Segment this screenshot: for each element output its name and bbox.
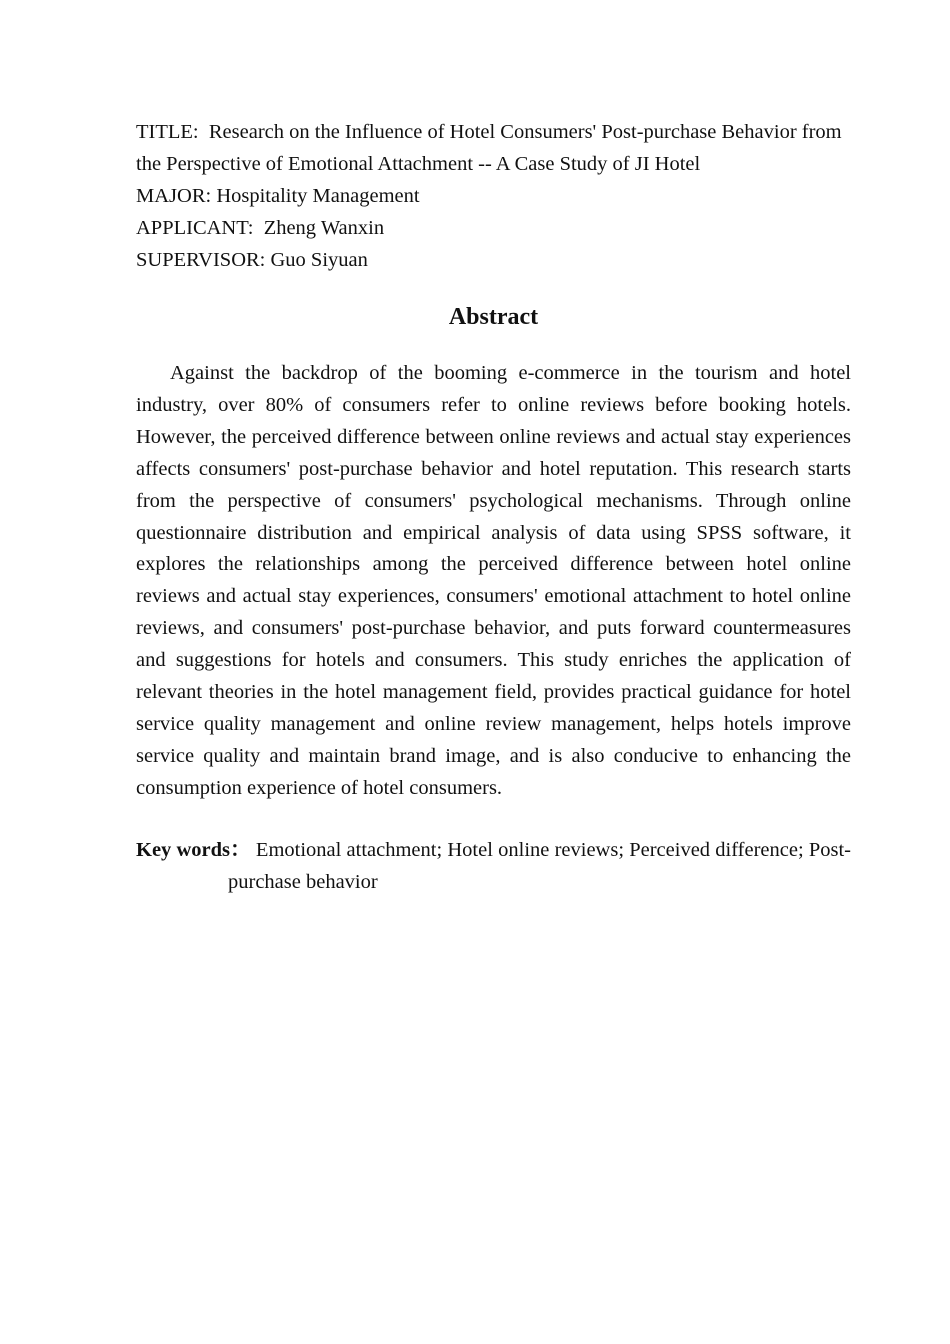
supervisor-label: SUPERVISOR:	[136, 249, 266, 271]
applicant-line	[136, 212, 851, 244]
supervisor-value: Guo Siyuan	[270, 249, 368, 271]
applicant-label: APPLICANT:	[136, 217, 254, 239]
abstract-body: Against the backdrop of the booming e-commerce in the tourism and hotel industry, over 80% of consumers refer to online reviews before booking hotels. However, the perceived difference between online reviews and actual stay experiences affects consumers' post-purchase behavior and hotel reputation. This research starts from the perspective of consumers' psychological mechanisms. Through online questionnaire distribution and empirical analysis of data using SPSS software, it explores the relationships among the perceived difference between hotel online reviews and actual stay experiences, consumers' emotional attachment to hotel online reviews, and consumers' post-purchase behavior, and puts forward countermeasures and suggestions for hotels and consumers. This study enriches the application of relevant theories in the hotel management field, provides practical guidance for hotel service quality management and online review management, helps hotels improve service quality and maintain brand image, and is also conducive to enhancing the consumption experience of hotel consumers.	[136, 362, 851, 799]
major-line	[136, 180, 851, 212]
title-label: TITLE:	[136, 121, 199, 143]
document-page	[136, 116, 851, 899]
major-label: MAJOR:	[136, 185, 212, 207]
keywords-label: Key words：	[136, 838, 251, 861]
title-value: Research on the Influence of Hotel Consumers' Post-purchase Behavior from the Perspective of Emotional Attachment -- A Case Study of JI Hotel	[136, 121, 842, 175]
supervisor-line	[136, 244, 851, 276]
major-value: Hospitality Management	[216, 185, 420, 207]
keywords-block	[136, 835, 851, 899]
applicant-value: Zheng Wanxin	[263, 217, 385, 239]
title-line	[136, 116, 851, 180]
abstract-heading: Abstract	[448, 304, 539, 330]
keywords-value: Emotional attachment; Hotel online reviews; Perceived difference; Post-purchase behavior	[228, 838, 852, 893]
